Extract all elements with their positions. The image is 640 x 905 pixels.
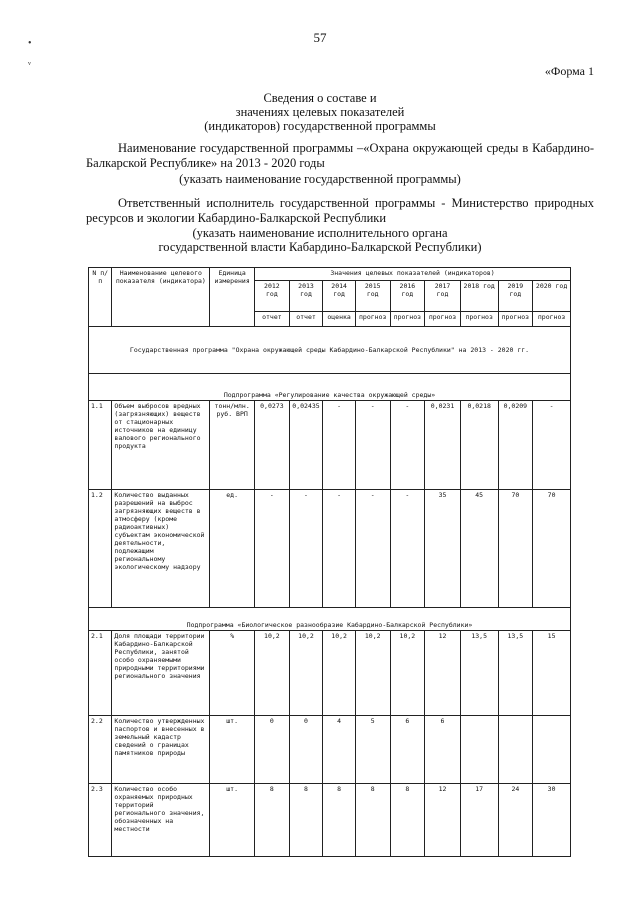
value-cell: -	[390, 490, 425, 608]
indicators-table	[88, 267, 571, 857]
year-cell: 2012 год	[255, 281, 290, 312]
value-cell: 10,2	[255, 631, 290, 716]
value-cell: 35	[425, 490, 461, 608]
row-unit: шт.	[210, 784, 255, 857]
value-cell: 15	[533, 631, 571, 716]
value-cell	[460, 716, 498, 784]
row-unit: тонн/млн. руб. ВРП	[210, 401, 255, 490]
value-cell: 13,5	[498, 631, 533, 716]
value-cell: 70	[533, 490, 571, 608]
page-number: 57	[313, 30, 327, 45]
value-cell: 5	[355, 716, 390, 784]
row-unit: %	[210, 631, 255, 716]
header-num: N п/п	[89, 268, 112, 327]
year-cell: 2016 год	[390, 281, 425, 312]
value-cell: 0,0209	[498, 401, 533, 490]
value-cell: -	[323, 490, 356, 608]
value-cell: -	[289, 490, 323, 608]
table-row	[89, 716, 571, 784]
status-cell: прогноз	[533, 312, 571, 327]
value-cell: 10,2	[355, 631, 390, 716]
value-cell: 12	[425, 784, 461, 857]
value-cell: 45	[460, 490, 498, 608]
margin-mark-top: •	[28, 38, 32, 49]
value-cell: 0,02435	[289, 401, 323, 490]
year-cell: 2019 год	[498, 281, 533, 312]
year-cell: 2013 год	[289, 281, 323, 312]
title-line-3: (индикаторов) государственной программы	[204, 119, 436, 133]
year-cell: 2018 год	[460, 281, 498, 312]
value-cell: 0,0273	[255, 401, 290, 490]
status-cell: прогноз	[355, 312, 390, 327]
value-cell: 8	[323, 784, 356, 857]
table-row	[89, 631, 571, 716]
value-cell: 12	[425, 631, 461, 716]
value-cell: 10,2	[323, 631, 356, 716]
value-cell: 6	[425, 716, 461, 784]
value-cell: 6	[390, 716, 425, 784]
value-cell: 17	[460, 784, 498, 857]
subprogram-1-row: Подпрограмма «Регулирование качества окружающей среды»	[89, 374, 571, 401]
value-cell: 30	[533, 784, 571, 857]
value-cell: 24	[498, 784, 533, 857]
row-name: Доля площади территории Кабардино-Балкарской Республики, занятой особо охраняемыми природными территориями регионального значения	[112, 631, 210, 716]
status-cell: прогноз	[498, 312, 533, 327]
status-cell: прогноз	[460, 312, 498, 327]
header-values: Значения целевых показателей (индикаторов)	[255, 268, 571, 281]
row-name: Объем выбросов вредных (загрязняющих) веществ от стационарных источников на единицу валового регионального продукта	[112, 401, 210, 490]
row-unit: ед.	[210, 490, 255, 608]
value-cell: 0	[289, 716, 323, 784]
table-row	[89, 784, 571, 857]
row-name: Количество выданных разрешений на выброс загрязняющих веществ в атмосферу (кроме радиоактивных) субъектам экономической деятельности, подлежащим региональному экологическому надзору	[112, 490, 210, 608]
value-cell: -	[533, 401, 571, 490]
value-cell: 0,0218	[460, 401, 498, 490]
status-cell: прогноз	[425, 312, 461, 327]
header-unit: Единица измерения	[210, 268, 255, 327]
header-name: Наименование целевого показателя (индикатора)	[112, 268, 210, 327]
value-cell: -	[355, 490, 390, 608]
row-num: 2.2	[89, 716, 112, 784]
value-cell: 0	[255, 716, 290, 784]
value-cell: 0,0231	[425, 401, 461, 490]
value-cell: 8	[289, 784, 323, 857]
margin-mark-second: ᵥ	[28, 56, 31, 67]
row-unit: шт.	[210, 716, 255, 784]
status-cell: прогноз	[390, 312, 425, 327]
row-num: 1.1	[89, 401, 112, 490]
value-cell: -	[355, 401, 390, 490]
row-name: Количество особо охраняемых природных территорий регионального значения, обозначенных на местности	[112, 784, 210, 857]
value-cell: 70	[498, 490, 533, 608]
program-section-row: Государственная программа "Охрана окружающей среды Кабардино-Балкарской Республики" на 2013 - 2020 гг.	[89, 327, 571, 374]
form-label: «Форма 1	[544, 64, 594, 78]
program-name: Наименование государственной программы –«Охрана окружающей среды в Кабардино-Балкарской Республике» на 2013 - 2020 годы	[86, 141, 594, 170]
title-line-2: значениях целевых показателей	[235, 105, 405, 119]
value-cell: 8	[255, 784, 290, 857]
value-cell: -	[390, 401, 425, 490]
value-cell	[498, 716, 533, 784]
status-cell: оценка	[323, 312, 356, 327]
value-cell: -	[323, 401, 356, 490]
status-cell: отчет	[289, 312, 323, 327]
row-num: 2.1	[89, 631, 112, 716]
year-cell: 2017 год	[425, 281, 461, 312]
row-num: 2.3	[89, 784, 112, 857]
value-cell	[533, 716, 571, 784]
year-cell: 2014 год	[323, 281, 356, 312]
program-name-note: (указать наименование государственной программы)	[179, 172, 461, 186]
value-cell: 13,5	[460, 631, 498, 716]
table-row	[89, 490, 571, 608]
value-cell: 8	[355, 784, 390, 857]
row-name: Количество утвержденных паспортов и внесенных в земельный кадастр сведений о границах памятников природы	[112, 716, 210, 784]
title-line-1: Сведения о составе и	[263, 91, 377, 105]
executor-note-1: (указать наименование исполнительного органа	[192, 226, 448, 240]
subprogram-2-row: Подпрограмма «Биологическое разнообразие Кабардино-Балкарской Республики»	[89, 608, 571, 631]
value-cell: 10,2	[289, 631, 323, 716]
value-cell: 4	[323, 716, 356, 784]
year-cell: 2015 год	[355, 281, 390, 312]
value-cell: 8	[390, 784, 425, 857]
executor-note-2: государственной власти Кабардино-Балкарской Республики)	[158, 240, 482, 254]
value-cell: 10,2	[390, 631, 425, 716]
row-num: 1.2	[89, 490, 112, 608]
year-cell: 2020 год	[533, 281, 571, 312]
status-cell: отчет	[255, 312, 290, 327]
value-cell: -	[255, 490, 290, 608]
executor: Ответственный исполнитель государственной программы - Министерство природных ресурсов и экологии Кабардино-Балкарской Республики	[86, 196, 594, 225]
table-row	[89, 401, 571, 490]
